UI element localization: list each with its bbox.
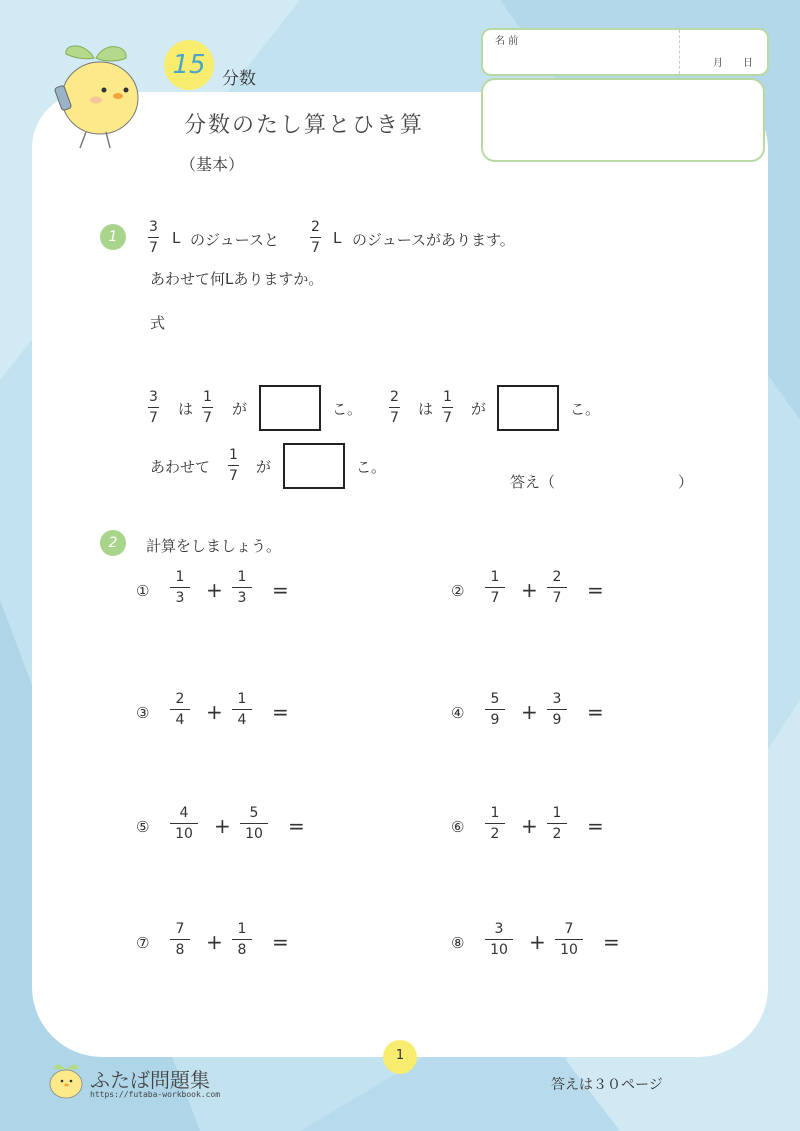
problem-number: ③ (136, 704, 150, 722)
name-label: 名 前 (495, 36, 519, 47)
score-box[interactable] (481, 78, 765, 162)
chick-logo-icon (46, 1062, 86, 1100)
unit-number: 15 (172, 50, 206, 80)
particle-ha: は (418, 400, 434, 418)
fraction: $\frac{5}{9}$ (485, 690, 505, 729)
fraction: $\frac{1}{7}$ (203, 389, 212, 426)
fraction: $\frac{1}{3}$ (232, 568, 252, 607)
unit-liter: L (333, 229, 342, 247)
fraction: $\frac{7}{8}$ (170, 920, 190, 959)
shiki-label: 式 (150, 314, 166, 332)
equals-sign: = (587, 814, 604, 838)
plus-sign: + (529, 930, 546, 954)
brand-name: ふたば問題集 (90, 1068, 210, 1092)
suffix-ko: こ。 (570, 400, 601, 418)
problem-number: ⑦ (136, 934, 150, 952)
fraction: $\frac{3}{7}$ (149, 389, 158, 426)
problem-number: ② (451, 582, 465, 600)
equals-sign: = (288, 814, 305, 838)
answer-box[interactable] (259, 385, 321, 431)
plus-sign: + (206, 578, 223, 602)
equals-sign: = (272, 700, 289, 724)
answer-box[interactable] (283, 443, 345, 489)
page-number: 1 (395, 1048, 405, 1063)
fraction: $\frac{2}{4}$ (170, 690, 190, 729)
answer-label: 答え（ (510, 473, 556, 491)
page-title: 分数のたし算とひき算 (184, 113, 425, 138)
day-label: 日 (743, 58, 753, 69)
fraction: $\frac{3}{9}$ (547, 690, 567, 729)
chick-mascot-icon (44, 36, 144, 154)
plus-sign: + (521, 578, 538, 602)
fraction: $\frac{1}{2}$ (485, 804, 505, 843)
plus-sign: + (214, 814, 231, 838)
answer-box[interactable] (497, 385, 559, 431)
row2-prefix: あわせて (150, 458, 211, 476)
page-subtitle: （基本） (180, 155, 245, 174)
fraction: $\frac{2}{7}$ (547, 568, 567, 607)
fraction: $\frac{7}{10}$ (555, 920, 583, 959)
problem-number: ⑥ (451, 818, 465, 836)
fraction: $\frac{1}{8}$ (232, 920, 252, 959)
particle-ga: が (471, 400, 487, 418)
particle-ha: は (178, 400, 194, 418)
fraction: $\frac{3}{10}$ (485, 920, 513, 959)
equals-sign: = (272, 578, 289, 602)
particle-ga: が (256, 458, 272, 476)
name-box[interactable] (481, 28, 769, 76)
name-divider (679, 30, 680, 74)
question-2-badge: 2 (100, 530, 126, 556)
q1-line2: あわせて何Lありますか。 (150, 270, 324, 288)
plus-sign: + (521, 814, 538, 838)
fraction: $\frac{1}{2}$ (547, 804, 567, 843)
question-1-badge: 1 (100, 224, 126, 250)
fraction: $\frac{1}{7}$ (229, 447, 238, 484)
equals-sign: = (603, 930, 620, 954)
unit-liter: L (172, 229, 181, 247)
fraction: $\frac{1}{7}$ (443, 389, 452, 426)
equals-sign: = (272, 930, 289, 954)
fraction: $\frac{1}{3}$ (170, 568, 190, 607)
fraction: $\frac{5}{10}$ (240, 804, 268, 843)
fraction: $\frac{4}{10}$ (170, 804, 198, 843)
plus-sign: + (521, 700, 538, 724)
answer-close: ） (678, 473, 694, 491)
suffix-ko: こ。 (332, 400, 363, 418)
brand-url[interactable]: https://futaba-workbook.com (90, 1090, 221, 1099)
month-label: 月 (713, 58, 723, 69)
plus-sign: + (206, 930, 223, 954)
plus-sign: + (206, 700, 223, 724)
q1-text-b: のジュースがあります。 (352, 231, 515, 249)
particle-ga: が (232, 400, 248, 418)
fraction: $\frac{1}{7}$ (485, 568, 505, 607)
answer-page-note: 答えは３０ページ (551, 1077, 663, 1093)
unit-label: 分数 (222, 69, 256, 89)
fraction: $\frac{3}{7}$ (149, 219, 158, 256)
q2-instruction: 計算をしましょう。 (146, 537, 282, 555)
problem-number: ⑤ (136, 818, 150, 836)
fraction: $\frac{2}{7}$ (311, 219, 320, 256)
problem-number: ⑧ (451, 934, 465, 952)
fraction: $\frac{2}{7}$ (390, 389, 399, 426)
fraction: $\frac{1}{4}$ (232, 690, 252, 729)
equals-sign: = (587, 700, 604, 724)
q1-text-a: のジュースと (190, 231, 279, 249)
equals-sign: = (587, 578, 604, 602)
answer-blank[interactable] (570, 468, 674, 492)
problem-number: ④ (451, 704, 465, 722)
problem-number: ① (136, 582, 150, 600)
suffix-ko: こ。 (356, 458, 387, 476)
